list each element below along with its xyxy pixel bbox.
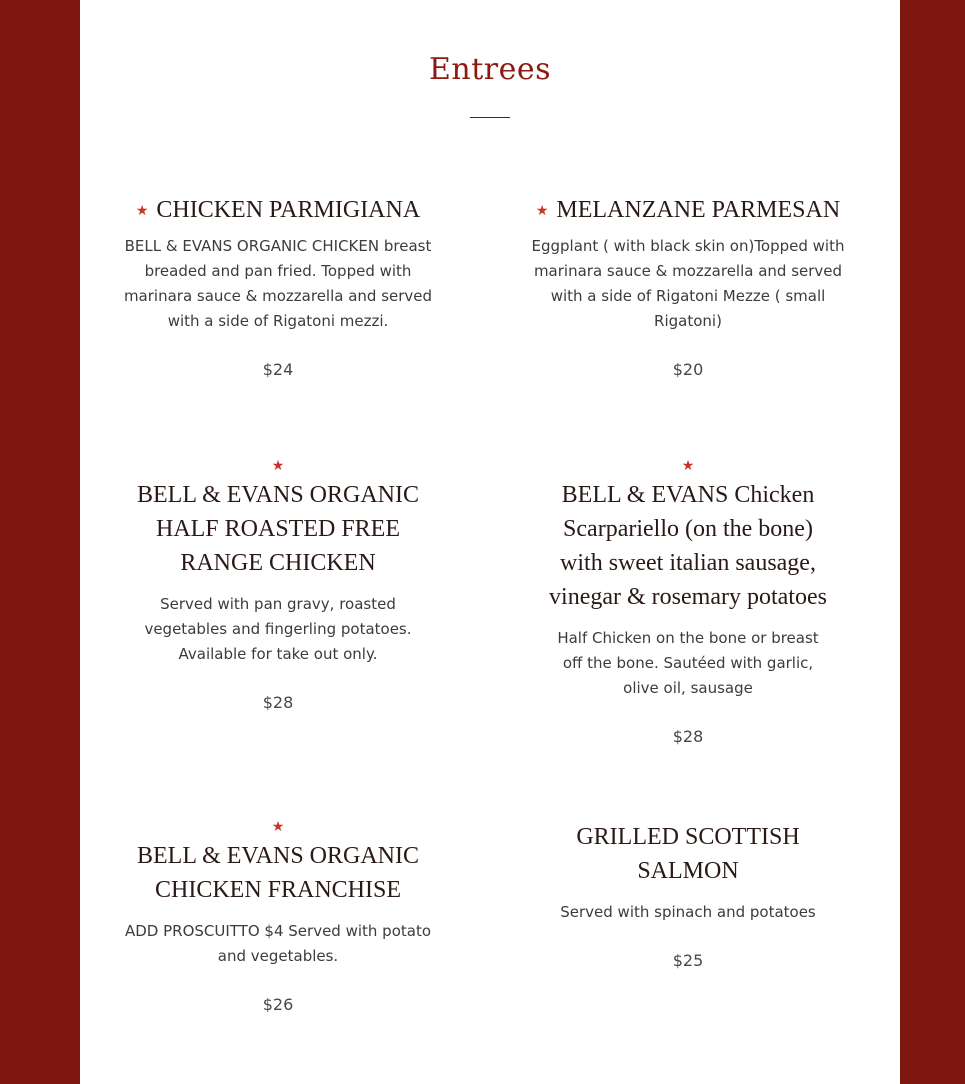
- star-icon: ★: [271, 458, 285, 474]
- menu-item-melanzane-parmesan: [528, 193, 848, 379]
- menu-item-name: [118, 193, 438, 228]
- star-icon: ★: [535, 203, 549, 219]
- star-icon: ★: [271, 819, 285, 835]
- menu-item-name: GRILLED SCOTTISH SALMON: [576, 824, 800, 884]
- menu-item-price: $24: [262, 360, 294, 379]
- section-title: Entrees: [428, 52, 552, 87]
- menu-item-description: Eggplant ( with black skin on)Topped with marinara sauce & mozzarella and served with a side of Rigatoni Mezze ( small Rigatoni): [531, 237, 845, 330]
- menu-item-grilled-scottish-salmon: [528, 820, 848, 970]
- menu-item-chicken-scarpariello: [528, 456, 848, 746]
- menu-item-name: BELL & EVANS ORGANIC CHICKEN FRANCHISE: [136, 843, 419, 903]
- menu-item-price: $26: [262, 995, 294, 1014]
- menu-item-half-roasted-chicken: [118, 456, 438, 712]
- menu-item-price: $28: [672, 727, 704, 746]
- menu-item-description: Half Chicken on the bone or breast off the bone. Sautéed with garlic, olive oil, sausage: [557, 629, 819, 697]
- star-icon: ★: [135, 203, 149, 219]
- menu-item-name-text: CHICKEN PARMIGIANA: [156, 197, 421, 223]
- menu-item-chicken-franchise: [118, 817, 438, 1014]
- menu-item-price: $25: [672, 951, 704, 970]
- menu-item-price: $28: [262, 693, 294, 712]
- menu-item-chicken-parmigiana: [118, 193, 438, 379]
- menu-item-description: Served with pan gravy, roasted vegetables and fingerling potatoes. Available for take out only.: [144, 595, 412, 663]
- menu-item-name: [528, 193, 848, 228]
- menu-item-description: BELL & EVANS ORGANIC CHICKEN breast breaded and pan fried. Topped with marinara sauce & mozzarella and served with a side of Rigatoni mezzi.: [123, 237, 433, 330]
- menu-item-description: ADD PROSCUITTO $4 Served with potato and vegetables.: [124, 922, 432, 965]
- menu-item-description: Served with spinach and potatoes: [560, 903, 816, 921]
- menu-item-name: BELL & EVANS Chicken Scarpariello (on the bone) with sweet italian sausage, vinegar & rosemary potatoes: [549, 482, 827, 610]
- menu-item-price: $20: [672, 360, 704, 379]
- menu-item-name-text: MELANZANE PARMESAN: [556, 197, 841, 223]
- menu-panel: [80, 0, 900, 1084]
- star-icon: ★: [681, 458, 695, 474]
- menu-item-name: BELL & EVANS ORGANIC HALF ROASTED FREE RANGE CHICKEN: [136, 482, 419, 576]
- title-divider: [470, 117, 510, 118]
